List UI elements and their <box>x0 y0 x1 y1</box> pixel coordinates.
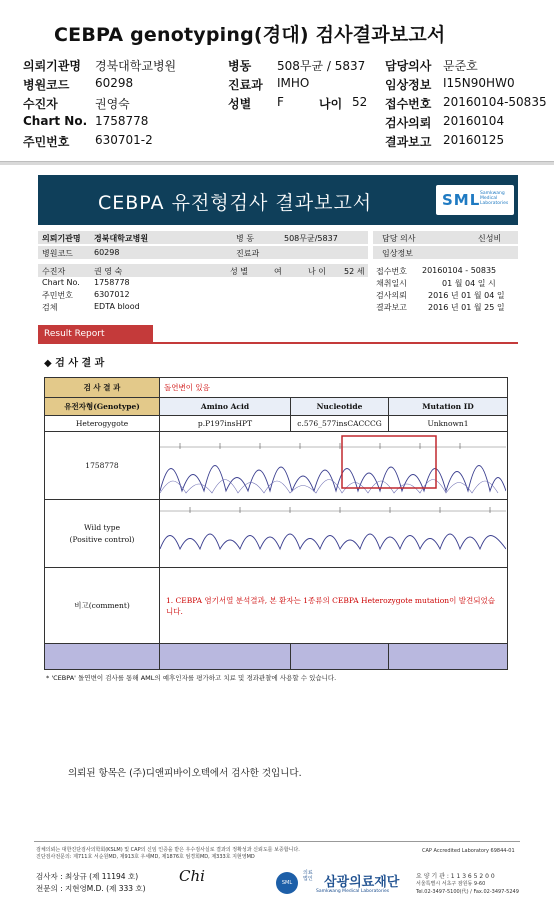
age-label: 나 이 <box>308 267 326 276</box>
result-table <box>44 377 508 670</box>
summary-info-grid <box>23 57 548 152</box>
summary-value: I15N90HW0 <box>443 76 515 90</box>
amino-header: Amino Acid <box>160 398 291 416</box>
footer-line2: 진단검사전문의: 제711호 서순원MD, 제913호 우세MD, 제1876호 엄경희MD, 제333호 지현영MD <box>36 854 255 860</box>
wild-chromatogram <box>160 500 508 568</box>
wild-type-subtitle: (Positive control) <box>69 535 135 544</box>
wild-type-title: Wild type <box>83 523 121 532</box>
summary-label: Chart No. <box>23 114 88 128</box>
sample-label: 1758778 <box>45 432 160 500</box>
page-title: CEBPA genotyping(경대) 검사결과보고서 <box>54 24 446 46</box>
table-row <box>45 644 508 670</box>
summary-value: 권영숙 <box>95 97 130 111</box>
summary-value: 20160104-50835 <box>443 95 547 109</box>
summary-value: 경북대학교병원 <box>95 59 177 73</box>
summary-value: IMHO <box>277 76 310 90</box>
signature: Chi <box>179 867 205 885</box>
foundation-english: Samkwang Medical Laboratories <box>316 889 390 894</box>
summary-row <box>23 95 548 114</box>
wild-type-label <box>45 500 160 568</box>
info-band <box>38 246 368 259</box>
summary-label: 검사의뢰 <box>385 116 432 130</box>
ward-label: 병 동 <box>236 234 254 243</box>
chart-label: Chart No. <box>42 278 80 287</box>
footer-line1: 검체의뢰는 대한진단검사의학회(KSLM) 및 CAP의 신임 인증을 받은 우수검사실로 결과의 정확성과 신뢰도를 보증합니다. <box>36 847 300 853</box>
empty-cell <box>291 644 389 670</box>
summary-value: 508무균 / 5837 <box>277 59 366 73</box>
collect-value: 01 월 04 일 시 <box>442 279 496 288</box>
result-value: 돌연변이 있음 <box>160 378 508 398</box>
doctor-value: 신성비 <box>478 234 502 243</box>
cap-accreditation: CAP Accredited Laboratory 69844-01 <box>422 848 515 854</box>
comment-text: 1. CEBPA 염기서열 분석결과, 본 환자는 1종류의 CEBPA Heterozygote mutation이 발견되었습니다. <box>160 568 508 644</box>
result-report-tab: Result Report <box>38 325 153 343</box>
summary-label: 결과보고 <box>385 135 432 149</box>
summary-value: 20160104 <box>443 114 505 128</box>
mutation-header: Mutation ID <box>389 398 508 416</box>
specimen-label: 검체 <box>42 303 58 312</box>
result-label: 검 사 결 과 <box>45 378 160 398</box>
mutation-cell: Unknown1 <box>389 416 508 432</box>
collect-label: 채취일시 <box>376 279 407 288</box>
specialist: 전문의 : 지현영M.D. (제 333 호) <box>36 884 146 893</box>
summary-label: 성별 <box>228 97 252 111</box>
foundation-name: 삼광의료재단 <box>324 875 400 890</box>
rrn-label: 주민번호 <box>42 291 73 300</box>
wild-trace <box>160 501 506 567</box>
summary-label: 접수번호 <box>385 97 432 111</box>
summary-label: 임상정보 <box>385 78 432 92</box>
table-row <box>45 500 508 568</box>
inst-value: 경북대학교병원 <box>94 234 149 243</box>
summary-value: 20160125 <box>443 133 505 147</box>
amino-cell: p.P197insHPT <box>160 416 291 432</box>
section-title: ◆ 검 사 결 과 <box>44 358 105 369</box>
summary-label: 병동 <box>228 59 252 73</box>
institution-code: 요 양 기 관 : 1 1 3 6 5 2 0 0 <box>416 873 495 880</box>
table-row <box>45 416 508 432</box>
table-row <box>45 398 508 416</box>
result-divider <box>38 342 518 344</box>
rep-label: 결과보고 <box>376 303 407 312</box>
req-value: 2016 년 01 월 04 일 <box>428 291 505 300</box>
summary-label: 주민번호 <box>23 135 70 149</box>
sample-trace <box>160 433 506 499</box>
name-value: 권 영 숙 <box>94 267 123 276</box>
code-label: 병원코드 <box>42 249 73 258</box>
genotype-cell: Heterogygote <box>45 416 160 432</box>
dept-label: 진료과 <box>236 249 260 258</box>
recv-value: 20160104 - 50835 <box>422 266 497 275</box>
doctor-label: 담당 의사 <box>382 234 416 243</box>
summary-row <box>23 57 548 76</box>
logo-subtext: Samkwang Medical Laboratories <box>480 191 509 206</box>
sex-label: 성 별 <box>230 267 248 276</box>
summary-label: 의뢰기관명 <box>23 59 81 73</box>
specimen-value: EDTA blood <box>94 302 140 311</box>
ward-value: 508무균/5837 <box>284 234 338 243</box>
name-label: 수진자 <box>42 267 66 276</box>
summary-value: 1758778 <box>95 114 149 128</box>
summary-value: 60298 <box>95 76 134 90</box>
lab-confirmation: 의뢰된 항목은 (주)디앤피바이오텍에서 검사한 것입니다. <box>68 768 302 779</box>
age-label: 나이 <box>319 97 343 111</box>
summary-label: 진료과 <box>228 78 263 92</box>
examiner: 검사자 : 최상규 (제 11194 호) <box>36 872 139 881</box>
rep-value: 2016 년 01 월 25 일 <box>428 303 505 312</box>
rrn-value: 6307012 <box>94 290 130 299</box>
table-row <box>45 432 508 500</box>
comment-label: 비고(comment) <box>45 568 160 644</box>
code-value: 60298 <box>94 248 120 257</box>
logo-text: SML <box>442 191 481 209</box>
empty-cell <box>160 644 291 670</box>
empty-cell <box>389 644 508 670</box>
inst-label: 의뢰기관명 <box>42 234 81 243</box>
summary-label: 수진자 <box>23 97 58 111</box>
recv-label: 접수번호 <box>376 267 407 276</box>
table-row <box>45 378 508 398</box>
summary-row <box>23 133 548 152</box>
summary-label: 병원코드 <box>23 78 70 92</box>
footer-divider <box>34 841 520 842</box>
empty-cell <box>45 644 160 670</box>
address: 서울특별시 서초구 잠원동 9-60 <box>416 881 486 887</box>
sml-logo <box>436 185 514 215</box>
section-divider <box>0 161 554 165</box>
clinical-label: 임상정보 <box>382 249 413 258</box>
sample-chromatogram <box>160 432 508 500</box>
summary-value: F <box>277 95 284 109</box>
table-row <box>45 568 508 644</box>
req-label: 검사의뢰 <box>376 291 407 300</box>
sex-value: 여 <box>274 267 282 276</box>
phone: Tel.02-3497-5100(代) / Fax.02-3497-5249 <box>416 889 519 895</box>
age-value: 52 세 <box>344 267 365 276</box>
summary-row <box>23 114 548 133</box>
summary-row <box>23 76 548 95</box>
summary-value: 문준호 <box>443 59 478 73</box>
chart-value: 1758778 <box>94 278 130 287</box>
nucleotide-header: Nucleotide <box>291 398 389 416</box>
summary-value: 630701-2 <box>95 133 153 147</box>
footnote: * 'CEBPA' 돌연변이 검사를 통해 AML의 예후인자를 평가하고 치료 및 경과관찰에 사용할 수 있습니다. <box>46 674 337 682</box>
foundation-prefix: 의료 법인 <box>303 870 313 882</box>
sml-circle-icon: SML <box>276 872 298 894</box>
report-title: CEBPA 유전형검사 결과보고서 <box>98 192 373 214</box>
report-banner <box>38 175 518 225</box>
nucleotide-cell: c.576_577insCACCCG <box>291 416 389 432</box>
scanned-report <box>34 171 520 906</box>
age-value: 52 <box>352 95 368 109</box>
genotype-header: 유전자형(Genotype) <box>45 398 160 416</box>
summary-label: 담당의사 <box>385 59 432 73</box>
